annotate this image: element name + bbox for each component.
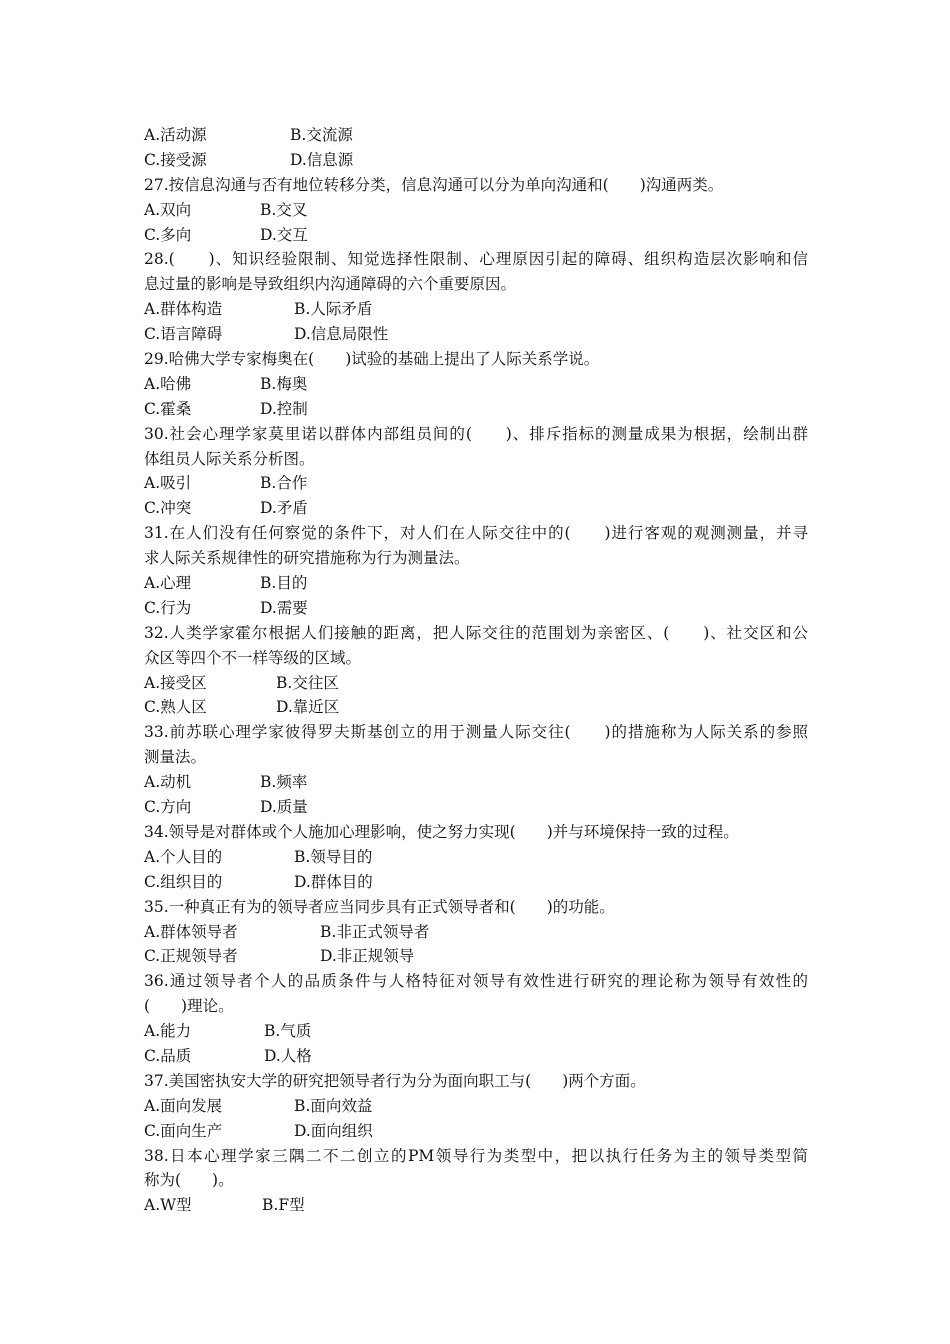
option-row bbox=[144, 795, 808, 820]
question-text: 38.日本心理学家三隅二不二创立的PM领导行为类型中，把以执行任务为主的领导类型简 bbox=[144, 1146, 808, 1165]
option-row bbox=[144, 1019, 808, 1044]
question-text: ( )理论。 bbox=[144, 997, 234, 1016]
option-row bbox=[144, 198, 808, 223]
option-right: B.交叉 bbox=[260, 200, 308, 219]
option-row bbox=[144, 1094, 808, 1119]
option-row bbox=[144, 596, 808, 621]
option-right: D.矛盾 bbox=[260, 499, 308, 518]
option-left: A.W型 bbox=[144, 1196, 192, 1215]
question-text: 众区等四个不一样等级的区域。 bbox=[144, 648, 362, 667]
option-left: C.霍桑 bbox=[144, 399, 192, 418]
question-text: 29.哈佛大学专家梅奥在( )试验的基础上提出了人际关系学说。 bbox=[144, 350, 600, 369]
option-left: C.行为 bbox=[144, 598, 192, 617]
option-right: D.群体目的 bbox=[294, 872, 373, 891]
option-row bbox=[144, 1119, 808, 1144]
option-row bbox=[144, 944, 808, 969]
option-row bbox=[144, 397, 808, 422]
option-left: A.群体领导者 bbox=[144, 922, 238, 941]
document-page bbox=[144, 123, 808, 1218]
option-row bbox=[144, 322, 808, 347]
option-row bbox=[144, 1193, 808, 1218]
option-row bbox=[144, 695, 808, 720]
option-left: C.冲突 bbox=[144, 499, 192, 518]
option-right: B.合作 bbox=[260, 474, 308, 493]
option-left: A.动机 bbox=[144, 773, 192, 792]
option-row bbox=[144, 1044, 808, 1069]
option-right: B.非正式领导者 bbox=[320, 922, 430, 941]
option-right: D.信息源 bbox=[290, 150, 354, 169]
question-text: 36.通过领导者个人的品质条件与人格特征对领导有效性进行研究的理论称为领导有效性的 bbox=[144, 972, 808, 991]
option-left: C.正规领导者 bbox=[144, 947, 238, 966]
option-right: D.控制 bbox=[260, 399, 308, 418]
option-row bbox=[144, 123, 808, 148]
question-text: 30.社会心理学家莫里诺以群体内部组员间的( )、排斥指标的测量成果为根据，绘制出群 bbox=[144, 424, 808, 443]
question-text: 37.美国密执安大学的研究把领导者行为分为面向职工与( )两个方面。 bbox=[144, 1071, 646, 1090]
option-right: B.梅奥 bbox=[260, 374, 308, 393]
option-left: C.接受源 bbox=[144, 150, 207, 169]
option-row bbox=[144, 372, 808, 397]
question-text: 求人际关系规律性的研究措施称为行为测量法。 bbox=[144, 549, 470, 568]
option-row bbox=[144, 920, 808, 945]
option-right: B.交往区 bbox=[276, 673, 339, 692]
option-right: B.F型 bbox=[262, 1196, 305, 1215]
option-left: A.哈佛 bbox=[144, 374, 192, 393]
option-row bbox=[144, 770, 808, 795]
option-left: A.双向 bbox=[144, 200, 192, 219]
question-text: 体组员人际关系分析图。 bbox=[144, 449, 315, 468]
option-right: B.频率 bbox=[260, 773, 308, 792]
option-left: C.熟人区 bbox=[144, 698, 207, 717]
option-right: B.领导目的 bbox=[294, 847, 373, 866]
question-text: 27.按信息沟通与否有地位转移分类，信息沟通可以分为单向沟通和( )沟通两类。 bbox=[144, 175, 724, 194]
option-row bbox=[144, 471, 808, 496]
option-left: A.接受区 bbox=[144, 673, 207, 692]
option-left: C.品质 bbox=[144, 1046, 192, 1065]
option-left: A.吸引 bbox=[144, 474, 192, 493]
option-left: C.语言障碍 bbox=[144, 325, 223, 344]
option-row bbox=[144, 571, 808, 596]
question-text: 31.在人们没有任何察觉的条件下，对人们在人际交往中的( )进行客观的观测测量，并寻 bbox=[144, 524, 808, 543]
option-right: B.交流源 bbox=[290, 126, 353, 144]
option-row bbox=[144, 671, 808, 696]
question-text: 34.领导是对群体或个人施加心理影响，使之努力实现( )并与环境保持一致的过程。 bbox=[144, 822, 739, 841]
option-right: D.靠近区 bbox=[276, 698, 340, 717]
option-right: D.需要 bbox=[260, 598, 308, 617]
question-text: 35.一种真正有为的领导者应当同步具有正式领导者和( )的功能。 bbox=[144, 897, 615, 916]
option-right: B.面向效益 bbox=[294, 1096, 373, 1115]
option-left: A.心理 bbox=[144, 574, 192, 593]
option-left: A.能力 bbox=[144, 1022, 192, 1041]
option-row bbox=[144, 223, 808, 248]
option-right: D.信息局限性 bbox=[294, 325, 389, 344]
option-left: C.组织目的 bbox=[144, 872, 223, 891]
option-left: C.多向 bbox=[144, 225, 192, 244]
option-row bbox=[144, 148, 808, 173]
option-row bbox=[144, 845, 808, 870]
question-text: 测量法。 bbox=[144, 748, 207, 767]
option-left: A.活动源 bbox=[144, 126, 207, 144]
option-left: A.群体构造 bbox=[144, 300, 223, 319]
option-right: B.人际矛盾 bbox=[294, 300, 373, 319]
question-text: 息过量的影响是导致组织内沟通障碍的六个重要原因。 bbox=[144, 275, 517, 294]
option-left: C.面向生产 bbox=[144, 1121, 223, 1140]
option-right: B.气质 bbox=[264, 1022, 312, 1041]
question-text: 33.前苏联心理学家彼得罗夫斯基创立的用于测量人际交往( )的措施称为人际关系的参照 bbox=[144, 723, 808, 742]
option-left: A.面向发展 bbox=[144, 1096, 223, 1115]
option-row bbox=[144, 870, 808, 895]
option-right: D.面向组织 bbox=[294, 1121, 373, 1140]
option-row bbox=[144, 297, 808, 322]
question-text: 称为( )。 bbox=[144, 1171, 234, 1190]
question-text: 32.人类学家霍尔根据人们接触的距离，把人际交往的范围划为亲密区、( )、社交区和公 bbox=[144, 623, 808, 642]
option-right: D.交互 bbox=[260, 225, 308, 244]
option-row bbox=[144, 496, 808, 521]
option-right: D.质量 bbox=[260, 798, 308, 817]
question-text: 28.( )、知识经验限制、知觉选择性限制、心理原因引起的障碍、组织构造层次影响和信 bbox=[144, 250, 808, 269]
option-left: A.个人目的 bbox=[144, 847, 223, 866]
option-right: D.非正规领导 bbox=[320, 947, 415, 966]
option-left: C.方向 bbox=[144, 798, 192, 817]
option-right: B.目的 bbox=[260, 574, 308, 593]
option-right: D.人格 bbox=[264, 1046, 312, 1065]
